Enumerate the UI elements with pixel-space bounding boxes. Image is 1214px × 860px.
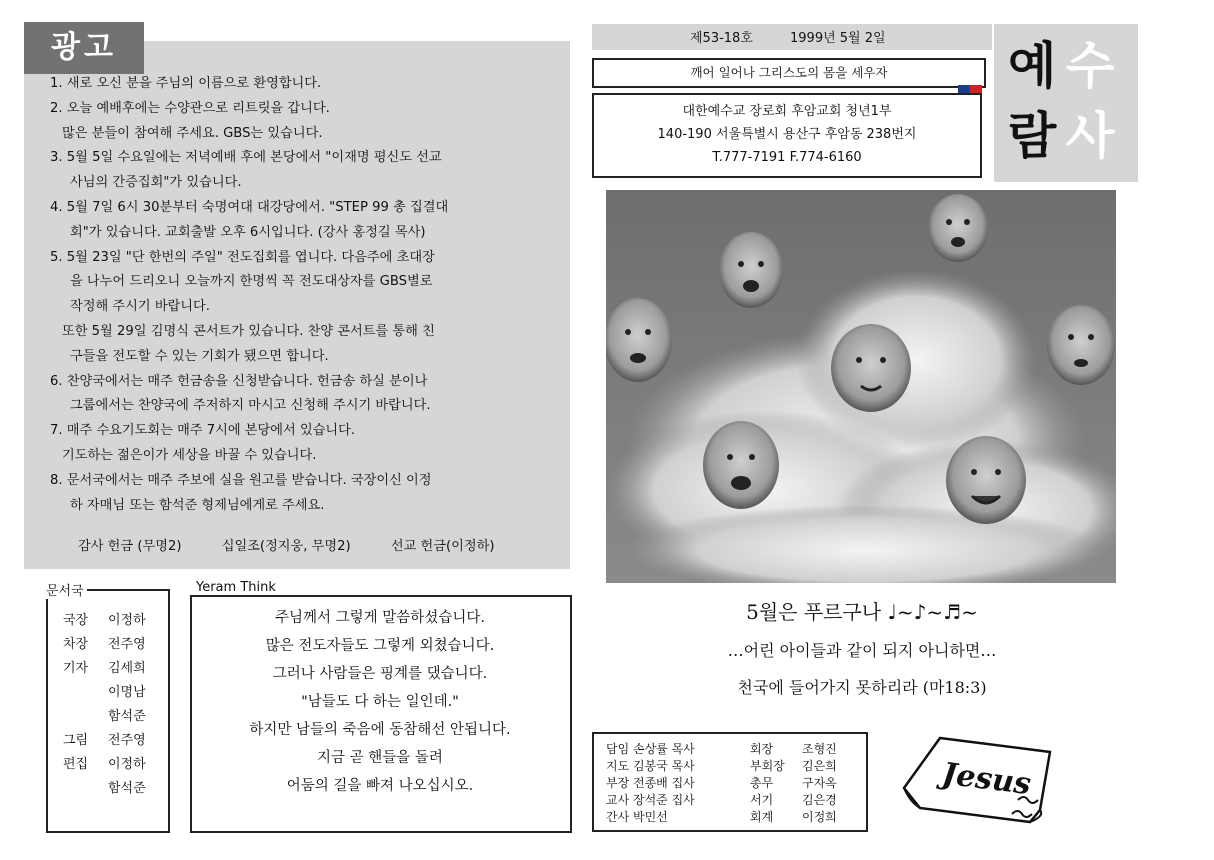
staff-name: 함석준 [108, 709, 146, 724]
announcement-line: 8. 문서국에서는 매주 주보에 실을 원고를 받습니다. 국장이신 이정 [50, 472, 432, 488]
announcement-line: 3. 5월 5일 수요일에는 저녁예배 후에 본당에서 "이재명 평신도 선교 [50, 150, 442, 166]
think-line: 주님께서 그렇게 말씀하셨습니다. [275, 610, 485, 626]
think-text [192, 604, 568, 800]
officer-pastor: 간사 박민선 [606, 810, 668, 824]
staff-role: 그림 [63, 733, 89, 748]
staff-name: 이정하 [108, 613, 146, 628]
announcement-line: 작정해 주시기 바랍니다. [70, 299, 210, 315]
announcement-line: 사님의 간증집회"가 있습니다. [70, 175, 242, 191]
church-name: 대한예수교 장로회 후암교회 청년1부 [682, 104, 892, 119]
flag-red-mark [970, 85, 982, 93]
jesus-flag-drawing [900, 730, 1070, 830]
announcement-line: 그룹에서는 찬양국에 주저하지 마시고 신청해 주시기 바랍니다. [70, 398, 431, 414]
announcement-line: 구들을 전도할 수 있는 기회가 됐으면 합니다. [70, 348, 329, 364]
jesus-lettering: Jesus [940, 756, 1033, 803]
think-line: 어둠의 길을 빠져 나오십시오. [286, 778, 474, 794]
officer-pastor: 교사 장석준 집사 [606, 793, 695, 807]
announcement-line: 6. 찬양국에서는 매주 헌금송을 신청받습니다. 헌금송 하실 분이나 [50, 373, 428, 389]
officer-name: 이정희 [802, 810, 837, 824]
children-clouds-photo [606, 190, 1116, 583]
staff-name: 김세희 [108, 661, 146, 676]
issue-date: 1999년 5월 2일 [790, 31, 886, 46]
announcement-line: 7. 매주 수요기도회는 매주 7시에 본당에서 있습니다. [50, 423, 356, 439]
officer-name: 김은경 [802, 793, 837, 807]
logo-char: 수 [1066, 37, 1115, 95]
announcement-line: 1. 새로 오신 분을 주님의 이름으로 환영합니다. [50, 76, 322, 91]
officer-pastor: 지도 김봉국 목사 [606, 759, 695, 773]
officer-role: 회계 [750, 810, 774, 824]
announcements-tag: 광고 [24, 22, 144, 74]
announcement-line: 4. 5월 7일 6시 30분부터 숙명여대 대강당에서. "STEP 99 총 집결대 [50, 199, 449, 215]
think-line: "남들도 다 하는 일인데." [301, 694, 459, 710]
church-info [592, 93, 982, 178]
officer-role: 총무 [750, 776, 774, 790]
officer-name: 김은희 [802, 759, 837, 773]
newsletter-logo [994, 24, 1138, 182]
announcement-line: 2. 오늘 예배후에는 수양관으로 리트릿을 갑니다. [50, 100, 330, 116]
staff-role: 차장 [63, 637, 89, 652]
think-line: 그러나 사람들은 핑계를 댔습니다. [272, 666, 488, 682]
offering-list [78, 535, 531, 554]
offering-item: 선교 헌금(이정하) [390, 539, 495, 554]
officer-pastor: 부장 전종배 집사 [606, 776, 695, 790]
slogan: 깨어 일어나 그리스도의 몸을 세우자 [592, 58, 986, 88]
caption-title: 5월은 푸르구나 ♩~♪~♬~ [746, 600, 978, 624]
staff-name: 전주영 [108, 733, 146, 748]
logo-char: 사 [1066, 107, 1115, 165]
logo-char: 람 [1008, 107, 1057, 165]
staff-role: 편집 [63, 757, 89, 772]
announcement-line: 을 나누어 드리오니 오늘까지 한명씩 꼭 전도대상자를 GBS별로 [70, 274, 433, 290]
announcement-line: 하 자매님 또는 함석준 형제님에게로 주세요. [70, 497, 325, 513]
staff-name: 전주영 [108, 637, 146, 652]
think-line: 많은 전도자들도 그렇게 외쳤습니다. [265, 638, 495, 654]
think-title: Yeram Think [192, 580, 280, 595]
think-line: 지금 곧 핸들을 돌려 [317, 750, 443, 766]
officers-panel [592, 732, 868, 832]
announcement-line: 기도하는 젊은이가 세상을 바꿀 수 있습니다. [62, 447, 317, 463]
staff-role: 기자 [63, 661, 89, 676]
announcement-list [50, 72, 555, 518]
caption-verse-line: …어린 아이들과 같이 되지 아니하면… [727, 641, 997, 660]
staff-role: 국장 [63, 613, 89, 628]
offering-item: 감사 헌금 (무명2) [78, 539, 182, 554]
officer-role: 부회장 [750, 759, 785, 773]
staff-title: 문서국 [46, 580, 87, 599]
staff-name: 이명남 [108, 685, 146, 700]
logo-char: 예 [1008, 37, 1057, 95]
think-line: 하지만 남들의 죽음에 동참해선 안됩니다. [249, 722, 511, 738]
church-address: 140-190 서울특별시 용산구 후암동 238번지 [657, 127, 917, 142]
officer-role: 서기 [750, 793, 774, 807]
staff-name: 함석준 [108, 781, 146, 796]
officer-name: 구자옥 [802, 776, 837, 790]
officer-role: 회장 [750, 742, 774, 756]
officer-pastor: 담임 손상률 목사 [606, 742, 695, 756]
officer-name: 조형진 [802, 742, 837, 756]
announcement-line: 회"가 있습니다. 교회출발 오후 6시입니다. (강사 홍정길 목사) [70, 224, 426, 240]
offering-item: 십일조(정지웅, 무명2) [221, 539, 351, 554]
announcement-line: 5. 5월 23일 "단 한번의 주일" 전도집회를 엽니다. 다음주에 초대장 [50, 249, 435, 265]
staff-panel [46, 589, 170, 833]
caption-verse-line: 천국에 들어가지 못하리라 (마18:3) [737, 678, 987, 697]
announcement-line: 또한 5월 29일 김명식 콘서트가 있습니다. 찬양 콘서트를 통해 친 [62, 323, 435, 339]
staff-name: 이정하 [108, 757, 146, 772]
church-phone: T.777-7191 F.774-6160 [712, 150, 862, 165]
issue-number: 제53-18호 [690, 31, 753, 46]
flag-blue-mark [958, 85, 970, 93]
announcement-line: 많은 분들이 참여해 주세요. GBS는 있습니다. [62, 125, 323, 141]
